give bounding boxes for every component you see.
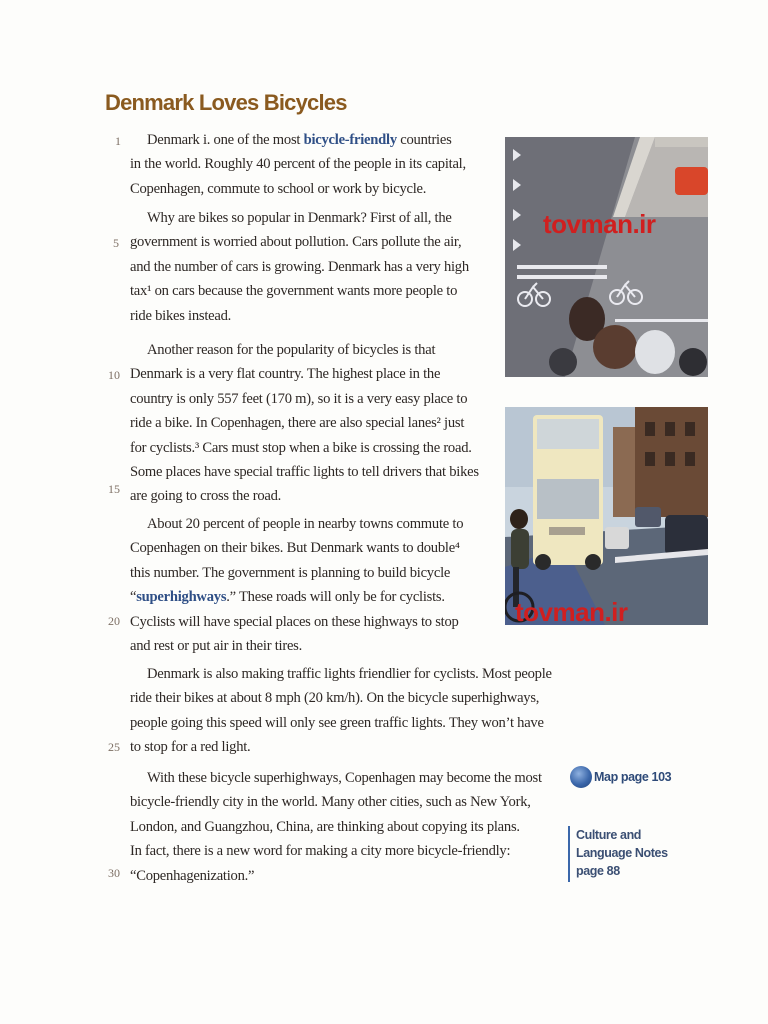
text-line: for cyclists.³ Cars must stop when a bike is crossing the road. bbox=[130, 439, 472, 456]
culture-notes-link[interactable] bbox=[576, 826, 668, 880]
watermark-text: tovman.ir bbox=[543, 209, 656, 239]
text-line: and rest or put air in their tires. bbox=[130, 637, 302, 654]
text-line: With these bicycle superhighways, Copenhagen may become the most bbox=[147, 770, 542, 786]
paragraph-6 bbox=[130, 766, 542, 888]
text-line bbox=[130, 585, 463, 609]
line-number: 30 bbox=[108, 866, 120, 880]
vocabulary-keyword: superhighways bbox=[136, 589, 227, 606]
text-line: Some places have special traffic lights to tell drivers that bikes bbox=[130, 463, 479, 480]
text-line: “Copenhagenization.” bbox=[130, 867, 255, 884]
cyclist-bus-street-photo bbox=[505, 407, 708, 625]
text-line bbox=[130, 128, 466, 152]
paragraph-1 bbox=[130, 128, 466, 201]
text-line: in the world. Roughly 40 percent of the people in its capital, bbox=[130, 156, 466, 173]
text-segment: “ bbox=[130, 589, 137, 606]
text-segment: Denmark i. one of the most bbox=[147, 132, 304, 148]
globe-icon bbox=[570, 766, 592, 788]
text-line: people going this speed will only see green traffic lights. They won’t have bbox=[130, 714, 544, 731]
text-segment: .” These roads will only be for cyclists. bbox=[226, 589, 445, 606]
text-line: ride their bikes at about 8 mph (20 km/h). On the bicycle superhighways, bbox=[130, 690, 540, 707]
paragraph-3 bbox=[130, 338, 479, 509]
text-line: ride a bike. In Copenhagen, there are also special lanes² just bbox=[130, 415, 465, 432]
vocabulary-keyword: bicycle-friendly bbox=[303, 132, 397, 148]
text-line: Denmark is also making traffic lights friendlier for cyclists. Most people bbox=[147, 666, 552, 682]
line-number: 10 bbox=[108, 368, 120, 382]
text-line: Copenhagen on their bikes. But Denmark wants to double⁴ bbox=[130, 540, 460, 557]
line-number: 25 bbox=[108, 740, 120, 754]
line-number: 20 bbox=[108, 614, 120, 628]
notes-line: Culture and bbox=[576, 828, 642, 842]
line-number: 5 bbox=[113, 236, 119, 250]
paragraph-4 bbox=[130, 512, 463, 658]
text-line: About 20 percent of people in nearby towns commute to bbox=[147, 516, 464, 532]
page-title: Denmark Loves Bicycles bbox=[105, 90, 347, 115]
text-segment: countries bbox=[396, 132, 452, 148]
text-line: tax¹ on cars because the government wants more people to bbox=[130, 283, 458, 300]
text-line: Cyclists will have special places on these highways to stop bbox=[130, 613, 459, 630]
paragraph-5 bbox=[130, 662, 552, 760]
map-page-link[interactable]: Map page 103 bbox=[594, 770, 672, 784]
notes-accent-bar bbox=[568, 826, 570, 882]
text-line: to stop for a red light. bbox=[130, 739, 251, 756]
text-line: London, and Guangzhou, China, are thinking about copying its plans. bbox=[130, 818, 520, 835]
text-line: are going to cross the road. bbox=[130, 488, 282, 505]
aerial-bike-lane-photo bbox=[505, 137, 708, 377]
text-line: bicycle-friendly city in the world. Many other cities, such as New York, bbox=[130, 794, 531, 811]
watermark-text: tovman.ir bbox=[515, 597, 628, 625]
notes-line: Language Notes bbox=[576, 846, 668, 860]
text-line: government is worried about pollution. Cars pollute the air, bbox=[130, 234, 462, 251]
notes-line: page 88 bbox=[576, 864, 620, 878]
paragraph-2 bbox=[130, 206, 469, 328]
text-line: Denmark is a very flat country. The highest place in the bbox=[130, 366, 441, 383]
line-number: 1 bbox=[115, 134, 121, 148]
text-line: Why are bikes so popular in Denmark? First of all, the bbox=[147, 210, 452, 226]
text-line: ride bikes instead. bbox=[130, 307, 232, 324]
text-line: In fact, there is a new word for making a city more bicycle-friendly: bbox=[130, 843, 511, 860]
text-line: country is only 557 feet (170 m), so it is a very easy place to bbox=[130, 390, 468, 407]
text-line: and the number of cars is growing. Denmark has a very high bbox=[130, 258, 469, 275]
text-line: this number. The government is planning to build bicycle bbox=[130, 564, 451, 581]
text-line: Another reason for the popularity of bicycles is that bbox=[147, 342, 436, 358]
text-line: Copenhagen, commute to school or work by bicycle. bbox=[130, 180, 427, 197]
line-number: 15 bbox=[108, 482, 120, 496]
